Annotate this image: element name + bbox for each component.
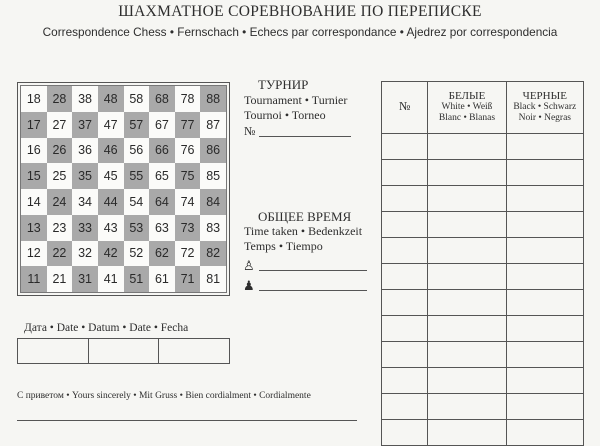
time-heading: ОБЩЕЕ ВРЕМЯ — [258, 209, 352, 224]
board-square: 73 — [175, 215, 201, 241]
time-line1: Time taken • Bedenkzeit — [244, 224, 363, 238]
board-square: 64 — [149, 189, 175, 215]
card-subtitle: Correspondence Chess • Fernschach • Echecs par correspondance • Ajedrez por correspondencia — [42, 25, 558, 39]
move-row — [382, 394, 584, 420]
board-square: 28 — [47, 86, 73, 112]
white-move-cell[interactable] — [428, 186, 506, 212]
black-move-cell[interactable] — [506, 394, 583, 420]
move-row — [382, 420, 584, 446]
moves-number-header: № — [382, 82, 428, 134]
board-square: 87 — [200, 112, 226, 138]
board-square: 17 — [21, 112, 47, 138]
signature-line[interactable] — [17, 420, 357, 421]
board-square: 72 — [175, 241, 201, 267]
move-row — [382, 368, 584, 394]
move-number-cell[interactable] — [382, 316, 428, 342]
move-number-cell[interactable] — [382, 186, 428, 212]
tournament-line1: Tournament • Turnier — [244, 93, 348, 107]
date-box-2[interactable] — [89, 339, 160, 363]
move-number-cell[interactable] — [382, 368, 428, 394]
board-square: 23 — [47, 215, 73, 241]
board-square: 67 — [149, 112, 175, 138]
board-square: 76 — [175, 138, 201, 164]
board-square: 47 — [98, 112, 124, 138]
board-square: 54 — [124, 189, 150, 215]
date-label: Дата • Date • Datum • Date • Fecha — [24, 322, 189, 334]
date-box-3[interactable] — [159, 339, 229, 363]
card-title: ШАХМАТНОЕ СОРЕВНОВАНИЕ ПО ПЕРЕПИСКЕ — [118, 3, 482, 20]
board-square: 78 — [175, 86, 201, 112]
date-box-1[interactable] — [18, 339, 89, 363]
move-row — [382, 238, 584, 264]
white-move-cell[interactable] — [428, 368, 506, 394]
board-square: 35 — [72, 163, 98, 189]
board-square: 26 — [47, 138, 73, 164]
white-move-cell[interactable] — [428, 134, 506, 160]
white-move-cell[interactable] — [428, 394, 506, 420]
move-row — [382, 264, 584, 290]
black-move-cell[interactable] — [506, 342, 583, 368]
moves-body — [382, 134, 584, 446]
board-square: 56 — [124, 138, 150, 164]
white-move-cell[interactable] — [428, 264, 506, 290]
move-number-cell[interactable] — [382, 342, 428, 368]
moves-white-header: БЕЛЫЕ White • Weiß Blanc • Blanas — [428, 82, 506, 134]
white-move-cell[interactable] — [428, 238, 506, 264]
board-square: 24 — [47, 189, 73, 215]
board-square: 68 — [149, 86, 175, 112]
board-square: 25 — [47, 163, 73, 189]
move-row — [382, 342, 584, 368]
board-square: 81 — [200, 266, 226, 292]
black-move-cell[interactable] — [506, 316, 583, 342]
closing-text: С приветом • Yours sincerely • Mit Gruss • Bien cordialment • Cordialmente — [17, 391, 311, 401]
board-square: 32 — [72, 241, 98, 267]
board-square: 31 — [72, 266, 98, 292]
board-square: 46 — [98, 138, 124, 164]
board-square: 27 — [47, 112, 73, 138]
move-number-cell[interactable] — [382, 394, 428, 420]
white-pawn-icon: ♙ — [243, 258, 255, 273]
board-square: 84 — [200, 189, 226, 215]
board-square: 43 — [98, 215, 124, 241]
board-square: 21 — [47, 266, 73, 292]
black-move-cell[interactable] — [506, 186, 583, 212]
board-square: 18 — [21, 86, 47, 112]
black-move-cell[interactable] — [506, 238, 583, 264]
board-square: 37 — [72, 112, 98, 138]
board-square: 71 — [175, 266, 201, 292]
board-square: 61 — [149, 266, 175, 292]
board-square: 42 — [98, 241, 124, 267]
tournament-line2: Tournoi • Torneo — [244, 108, 326, 122]
move-number-cell[interactable] — [382, 160, 428, 186]
black-move-cell[interactable] — [506, 212, 583, 238]
board-square: 65 — [149, 163, 175, 189]
board-square: 52 — [124, 241, 150, 267]
move-row — [382, 134, 584, 160]
board-square: 88 — [200, 86, 226, 112]
board-square: 12 — [21, 241, 47, 267]
white-move-cell[interactable] — [428, 160, 506, 186]
move-row — [382, 316, 584, 342]
white-time-line[interactable] — [259, 270, 367, 271]
board-square: 15 — [21, 163, 47, 189]
board-square: 57 — [124, 112, 150, 138]
board-square: 66 — [149, 138, 175, 164]
move-row — [382, 290, 584, 316]
move-row — [382, 160, 584, 186]
move-number-cell[interactable] — [382, 212, 428, 238]
board-square: 75 — [175, 163, 201, 189]
board-square: 86 — [200, 138, 226, 164]
board-square: 36 — [72, 138, 98, 164]
black-move-cell[interactable] — [506, 160, 583, 186]
board-square: 63 — [149, 215, 175, 241]
black-move-cell[interactable] — [506, 368, 583, 394]
board-square: 85 — [200, 163, 226, 189]
board-square: 48 — [98, 86, 124, 112]
black-move-cell[interactable] — [506, 290, 583, 316]
board-square: 74 — [175, 189, 201, 215]
chess-board — [17, 82, 230, 296]
moves-black-header: ЧЕРНЫЕ Black • Schwarz Noir • Negras — [506, 82, 583, 134]
move-number-cell[interactable] — [382, 264, 428, 290]
board-square: 34 — [72, 189, 98, 215]
board-square: 38 — [72, 86, 98, 112]
black-move-cell[interactable] — [506, 134, 583, 160]
white-move-cell[interactable] — [428, 212, 506, 238]
board-square: 83 — [200, 215, 226, 241]
board-square: 77 — [175, 112, 201, 138]
move-row — [382, 186, 584, 212]
board-square: 44 — [98, 189, 124, 215]
board-square: 14 — [21, 189, 47, 215]
move-row — [382, 212, 584, 238]
white-move-cell[interactable] — [428, 420, 506, 446]
black-pawn-icon: ♟ — [243, 278, 255, 293]
move-number-cell[interactable] — [382, 238, 428, 264]
board-square: 55 — [124, 163, 150, 189]
board-square: 22 — [47, 241, 73, 267]
tournament-number-line[interactable] — [259, 136, 351, 137]
board-square: 13 — [21, 215, 47, 241]
moves-table — [381, 81, 584, 446]
white-move-cell[interactable] — [428, 316, 506, 342]
move-number-cell[interactable] — [382, 290, 428, 316]
board-square: 11 — [21, 266, 47, 292]
board-square: 62 — [149, 241, 175, 267]
board-square: 51 — [124, 266, 150, 292]
white-move-cell[interactable] — [428, 290, 506, 316]
black-time-line[interactable] — [259, 290, 367, 291]
board-square: 41 — [98, 266, 124, 292]
move-number-cell[interactable] — [382, 134, 428, 160]
board-grid — [20, 85, 227, 293]
board-square: 53 — [124, 215, 150, 241]
white-move-cell[interactable] — [428, 342, 506, 368]
black-move-cell[interactable] — [506, 420, 583, 446]
board-square: 82 — [200, 241, 226, 267]
board-square: 45 — [98, 163, 124, 189]
tournament-heading: ТУРНИР — [258, 77, 309, 92]
board-square: 58 — [124, 86, 150, 112]
tournament-number-label: № — [244, 124, 256, 138]
board-square: 33 — [72, 215, 98, 241]
board-square: 16 — [21, 138, 47, 164]
time-line2: Temps • Tiempo — [244, 239, 323, 253]
move-number-cell[interactable] — [382, 420, 428, 446]
black-move-cell[interactable] — [506, 264, 583, 290]
date-boxes — [17, 338, 230, 364]
